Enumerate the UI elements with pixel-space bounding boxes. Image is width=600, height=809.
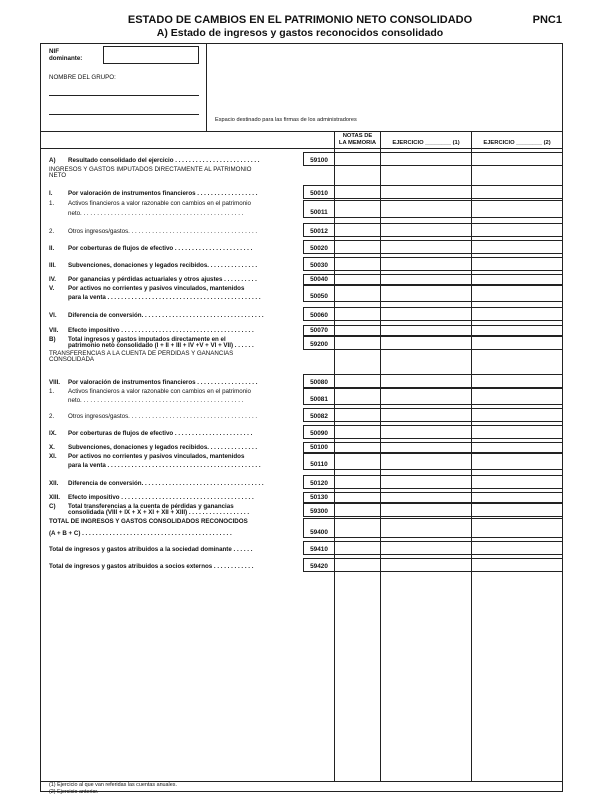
year1-cell[interactable]	[381, 475, 471, 489]
row-number: 2.	[49, 413, 55, 420]
year2-cell[interactable]	[472, 541, 562, 555]
notes-cell[interactable]	[335, 425, 380, 439]
row-label: Subvenciones, donaciones y legados recibidos. . . . . . . . . . . . . . .	[68, 262, 258, 269]
footnote-2: (2) Ejercicio anterior.	[49, 789, 99, 795]
table-row	[41, 374, 562, 388]
row-label: Por coberturas de flujos de efectivo . . . . . . . . . . . . . . . . . . . . . . .	[68, 430, 253, 437]
year2-cell[interactable]	[472, 200, 562, 218]
row-label: Total transferencias a la cuenta de pérdidas y ganancias	[68, 503, 234, 510]
row-label: Otros ingresos/gastos. . . . . . . . . . . . . . . . . . . . . . . . . . . . . . . . . . . . . .	[68, 228, 258, 235]
year1-cell[interactable]	[381, 388, 471, 405]
table-row	[41, 350, 562, 364]
table-row	[41, 307, 562, 321]
row-number: X.	[49, 444, 55, 451]
year2-cell[interactable]	[472, 453, 562, 470]
form-title: ESTADO DE CAMBIOS EN EL PATRIMONIO NETO CONSOLIDADO	[127, 14, 473, 26]
table-row	[41, 558, 562, 572]
year2-header: EJERCICIO ________ (2)	[483, 140, 551, 146]
row-code-box	[303, 503, 334, 517]
year1-cell[interactable]	[381, 503, 471, 517]
row-code: 50050	[310, 293, 328, 300]
notes-cell[interactable]	[335, 325, 380, 336]
row-label: Diferencia de conversión. . . . . . . . . . . . . . . . . . . . . . . . . . . . . . . . . . . .	[68, 312, 264, 319]
year1-cell[interactable]	[381, 453, 471, 470]
nif-input[interactable]	[103, 46, 199, 64]
year1-cell[interactable]	[381, 274, 471, 285]
form-frame	[40, 43, 563, 795]
row-code-box	[303, 518, 334, 538]
row-code-box	[303, 240, 334, 254]
year1-cell[interactable]	[381, 442, 471, 453]
row-code: 50130	[310, 494, 328, 501]
id-bottom-line	[41, 131, 562, 132]
row-label-continued: neto. . . . . . . . . . . . . . . . . . . . . . . . . . . . . . . . . . . . . . . . . . . . . . . .	[68, 397, 244, 404]
row-code: 50120	[310, 480, 328, 487]
row-label-continued: NETO	[49, 172, 67, 179]
row-code: 59300	[310, 508, 328, 515]
row-code-box	[303, 223, 334, 237]
row-label: TRANSFERENCIAS A LA CUENTA DE PÉRDIDAS Y GANANCIAS	[49, 350, 234, 357]
table-row	[41, 541, 562, 555]
form-subtitle: A) Estado de ingresos y gastos reconocidos consolidado	[156, 27, 444, 39]
row-code-box	[303, 307, 334, 321]
row-label-continued: para la venta . . . . . . . . . . . . . . . . . . . . . . . . . . . . . . . . . . . . . . . . . . . . .	[68, 462, 261, 469]
table-row	[41, 453, 562, 470]
row-label: Resultado consolidado del ejercicio . . . . . . . . . . . . . . . . . . . . . . . . .	[68, 157, 260, 164]
row-code-box	[303, 185, 334, 199]
year1-cell[interactable]	[381, 152, 471, 166]
row-code: 59410	[310, 546, 328, 553]
row-code: 50082	[310, 413, 328, 420]
row-number: C)	[49, 503, 56, 510]
row-number: IV.	[49, 276, 56, 283]
notes-cell[interactable]	[335, 442, 380, 453]
year1-cell[interactable]	[381, 492, 471, 503]
row-code-box	[303, 152, 334, 166]
row-code: 59200	[310, 341, 328, 348]
row-code: 50110	[310, 461, 328, 468]
id-divider	[206, 44, 207, 131]
row-code: 59400	[310, 529, 328, 536]
notes-header-2: LA MEMORIA	[338, 140, 377, 146]
notes-cell[interactable]	[335, 200, 380, 218]
row-label: Total de ingresos y gastos atribuidos a la sociedad dominante . . . . . .	[49, 546, 253, 553]
year2-cell[interactable]	[472, 336, 562, 350]
row-number: B)	[49, 336, 56, 343]
nif-label: NIF	[49, 48, 59, 55]
notes-cell[interactable]	[335, 453, 380, 470]
row-code-box	[303, 285, 334, 302]
row-number: 1.	[49, 388, 55, 395]
notes-cell[interactable]	[335, 503, 380, 517]
notes-cell[interactable]	[335, 307, 380, 321]
notes-cell[interactable]	[335, 152, 380, 166]
year1-cell[interactable]	[381, 285, 471, 302]
table-row	[41, 152, 562, 166]
row-code-box	[303, 325, 334, 336]
notes-cell[interactable]	[335, 475, 380, 489]
notes-cell[interactable]	[335, 388, 380, 405]
row-number: 2.	[49, 228, 55, 235]
row-label: TOTAL DE INGRESOS Y GASTOS CONSOLIDADOS RECONOCIDOS	[49, 518, 248, 525]
row-code: 50060	[310, 312, 328, 319]
notes-cell[interactable]	[335, 274, 380, 285]
year1-cell[interactable]	[381, 541, 471, 555]
year2-cell[interactable]	[472, 274, 562, 285]
row-label-continued: (A + B + C) . . . . . . . . . . . . . . . . . . . . . . . . . . . . . . . . . . . . . . . . . . . .	[49, 530, 232, 537]
year1-cell[interactable]	[381, 325, 471, 336]
row-code: 50090	[310, 430, 328, 437]
year2-cell[interactable]	[472, 185, 562, 199]
row-code-box	[303, 336, 334, 350]
table-row	[41, 492, 562, 503]
table-row	[41, 223, 562, 237]
year2-cell[interactable]	[472, 325, 562, 336]
row-code-box	[303, 374, 334, 388]
year2-cell[interactable]	[472, 257, 562, 271]
table-row	[41, 240, 562, 254]
year2-cell[interactable]	[472, 374, 562, 388]
row-label: Por activos no corrientes y pasivos vinculados, mantenidos	[68, 285, 245, 292]
signatures-note: Espacio destinado para las firmas de los administradores	[215, 117, 357, 123]
notes-cell[interactable]	[335, 492, 380, 503]
row-label-continued: CONSOLIDADA	[49, 356, 95, 363]
row-code: 50100	[310, 444, 328, 451]
notes-header-1: NOTAS DE	[342, 133, 373, 139]
row-code-box	[303, 492, 334, 503]
year2-cell[interactable]	[472, 408, 562, 422]
table-row	[41, 388, 562, 405]
row-code: 50012	[310, 228, 328, 235]
row-label-continued: para la venta . . . . . . . . . . . . . . . . . . . . . . . . . . . . . . . . . . . . . . . . . . . . .	[68, 294, 261, 301]
row-number: XIII.	[49, 494, 61, 501]
row-code: 50030	[310, 262, 328, 269]
row-code-box	[303, 408, 334, 422]
row-number: III.	[49, 262, 56, 269]
table-row	[41, 325, 562, 336]
row-number: I.	[49, 190, 53, 197]
year1-header: EJERCICIO ________ (1)	[392, 140, 460, 146]
notes-cell[interactable]	[335, 257, 380, 271]
row-code-box	[303, 541, 334, 555]
row-label: Por coberturas de flujos de efectivo . . . . . . . . . . . . . . . . . . . . . . .	[68, 245, 253, 252]
form-code: PNC1	[532, 14, 562, 26]
group-name-label: NOMBRE DEL GRUPO:	[49, 74, 116, 81]
row-label: Diferencia de conversión. . . . . . . . . . . . . . . . . . . . . . . . . . . . . . . . . . . .	[68, 480, 264, 487]
notes-cell[interactable]	[335, 541, 380, 555]
row-code-box	[303, 274, 334, 285]
notes-cell[interactable]	[335, 185, 380, 199]
year2-cell[interactable]	[472, 558, 562, 572]
year2-cell[interactable]	[472, 307, 562, 321]
row-label: Por activos no corrientes y pasivos vinculados, mantenidos	[68, 453, 245, 460]
nif-label-2: dominante:	[49, 55, 83, 62]
row-label-continued: neto. . . . . . . . . . . . . . . . . . . . . . . . . . . . . . . . . . . . . . . . . . . . . . . .	[68, 210, 244, 217]
notes-cell[interactable]	[335, 518, 380, 538]
notes-cell[interactable]	[335, 374, 380, 388]
group-name-line-1[interactable]	[49, 95, 199, 96]
row-number: VIII.	[49, 379, 61, 386]
notes-cell[interactable]	[335, 558, 380, 572]
year2-cell[interactable]	[472, 503, 562, 517]
year2-cell[interactable]	[472, 223, 562, 237]
row-label: Efecto impositivo . . . . . . . . . . . . . . . . . . . . . . . . . . . . . . . . . . . . . . .	[68, 494, 254, 501]
row-code-box	[303, 475, 334, 489]
table-row	[41, 503, 562, 517]
year1-cell[interactable]	[381, 518, 471, 538]
row-number: A)	[49, 157, 56, 164]
year1-cell[interactable]	[381, 307, 471, 321]
row-number: II.	[49, 245, 55, 252]
row-code: 50011	[310, 209, 328, 216]
table-row	[41, 442, 562, 453]
table-row	[41, 200, 562, 218]
year1-cell[interactable]	[381, 223, 471, 237]
row-code: 50040	[310, 276, 328, 283]
year2-cell[interactable]	[472, 240, 562, 254]
row-code-box	[303, 442, 334, 453]
year1-cell[interactable]	[381, 185, 471, 199]
row-label: Total ingresos y gastos imputados directamente en el	[68, 336, 226, 343]
table-row	[41, 185, 562, 199]
row-label: Total de ingresos y gastos atribuidos a socios externos . . . . . . . . . . . .	[49, 563, 254, 570]
notes-cell[interactable]	[335, 285, 380, 302]
table-row	[41, 425, 562, 439]
row-code-box	[303, 200, 334, 218]
notes-cell[interactable]	[335, 223, 380, 237]
row-label: INGRESOS Y GASTOS IMPUTADOS DIRECTAMENTE AL PATRIMONIO	[49, 166, 252, 173]
row-code: 50070	[310, 327, 328, 334]
row-label-continued: patrimonio neto consolidado (I + II + III + IV +V + VI + VII) . . . . . .	[68, 342, 254, 349]
table-row	[41, 257, 562, 271]
row-code: 59100	[310, 157, 328, 164]
row-code: 59420	[310, 563, 328, 570]
table-row	[41, 166, 562, 180]
year1-cell[interactable]	[381, 558, 471, 572]
row-code-box	[303, 558, 334, 572]
table-row	[41, 518, 562, 538]
year2-cell[interactable]	[472, 285, 562, 302]
notes-cell[interactable]	[335, 240, 380, 254]
year2-cell[interactable]	[472, 388, 562, 405]
row-code: 50010	[310, 190, 328, 197]
row-code-box	[303, 388, 334, 405]
row-code: 50081	[310, 396, 328, 403]
group-name-line-2[interactable]	[49, 114, 199, 115]
notes-cell[interactable]	[335, 408, 380, 422]
row-number: XI.	[49, 453, 57, 460]
footnote-1: (1) Ejercicio al que van referidas las cuentas anuales.	[49, 782, 177, 788]
table-row	[41, 408, 562, 422]
table-row	[41, 285, 562, 302]
row-number: 1.	[49, 200, 55, 207]
year2-cell[interactable]	[472, 518, 562, 538]
row-number: V.	[49, 285, 55, 292]
row-code: 50020	[310, 245, 328, 252]
row-label-continued: consolidada (VIII + IX + X + XI + XII + XIII) . . . . . . . . . . . . . . . . . .	[68, 509, 250, 516]
year2-cell[interactable]	[472, 492, 562, 503]
row-label: Activos financieros a valor razonable con cambios en el patrimonio	[68, 200, 251, 207]
row-number: VII.	[49, 327, 59, 334]
year1-cell[interactable]	[381, 336, 471, 350]
row-number: XII.	[49, 480, 59, 487]
row-code-box	[303, 257, 334, 271]
year2-cell[interactable]	[472, 442, 562, 453]
row-number: VI.	[49, 312, 57, 319]
row-label: Efecto impositivo . . . . . . . . . . . . . . . . . . . . . . . . . . . . . . . . . . . . . . .	[68, 327, 254, 334]
year1-cell[interactable]	[381, 240, 471, 254]
row-label: Por ganancias y pérdidas actuariales y otros ajustes . . . . . . . . . .	[68, 276, 257, 283]
year1-cell[interactable]	[381, 374, 471, 388]
year1-cell[interactable]	[381, 425, 471, 439]
table-row	[41, 336, 562, 350]
table-row	[41, 274, 562, 285]
row-number: IX.	[49, 430, 57, 437]
row-label: Por valoración de instrumentos financieros . . . . . . . . . . . . . . . . . .	[68, 379, 258, 386]
header-bottom-line	[41, 148, 562, 149]
row-label: Activos financieros a valor razonable con cambios en el patrimonio	[68, 388, 251, 395]
row-code: 50080	[310, 379, 328, 386]
row-label: Subvenciones, donaciones y legados recibidos. . . . . . . . . . . . . . .	[68, 444, 258, 451]
row-code-box	[303, 453, 334, 470]
row-label: Otros ingresos/gastos. . . . . . . . . . . . . . . . . . . . . . . . . . . . . . . . . . . . . .	[68, 413, 258, 420]
table-row	[41, 475, 562, 489]
year1-cell[interactable]	[381, 200, 471, 218]
year2-cell[interactable]	[472, 152, 562, 166]
row-label: Por valoración de instrumentos financieros . . . . . . . . . . . . . . . . . .	[68, 190, 258, 197]
year2-cell[interactable]	[472, 425, 562, 439]
year2-cell[interactable]	[472, 475, 562, 489]
year1-cell[interactable]	[381, 257, 471, 271]
year1-cell[interactable]	[381, 408, 471, 422]
row-code-box	[303, 425, 334, 439]
notes-cell[interactable]	[335, 336, 380, 350]
